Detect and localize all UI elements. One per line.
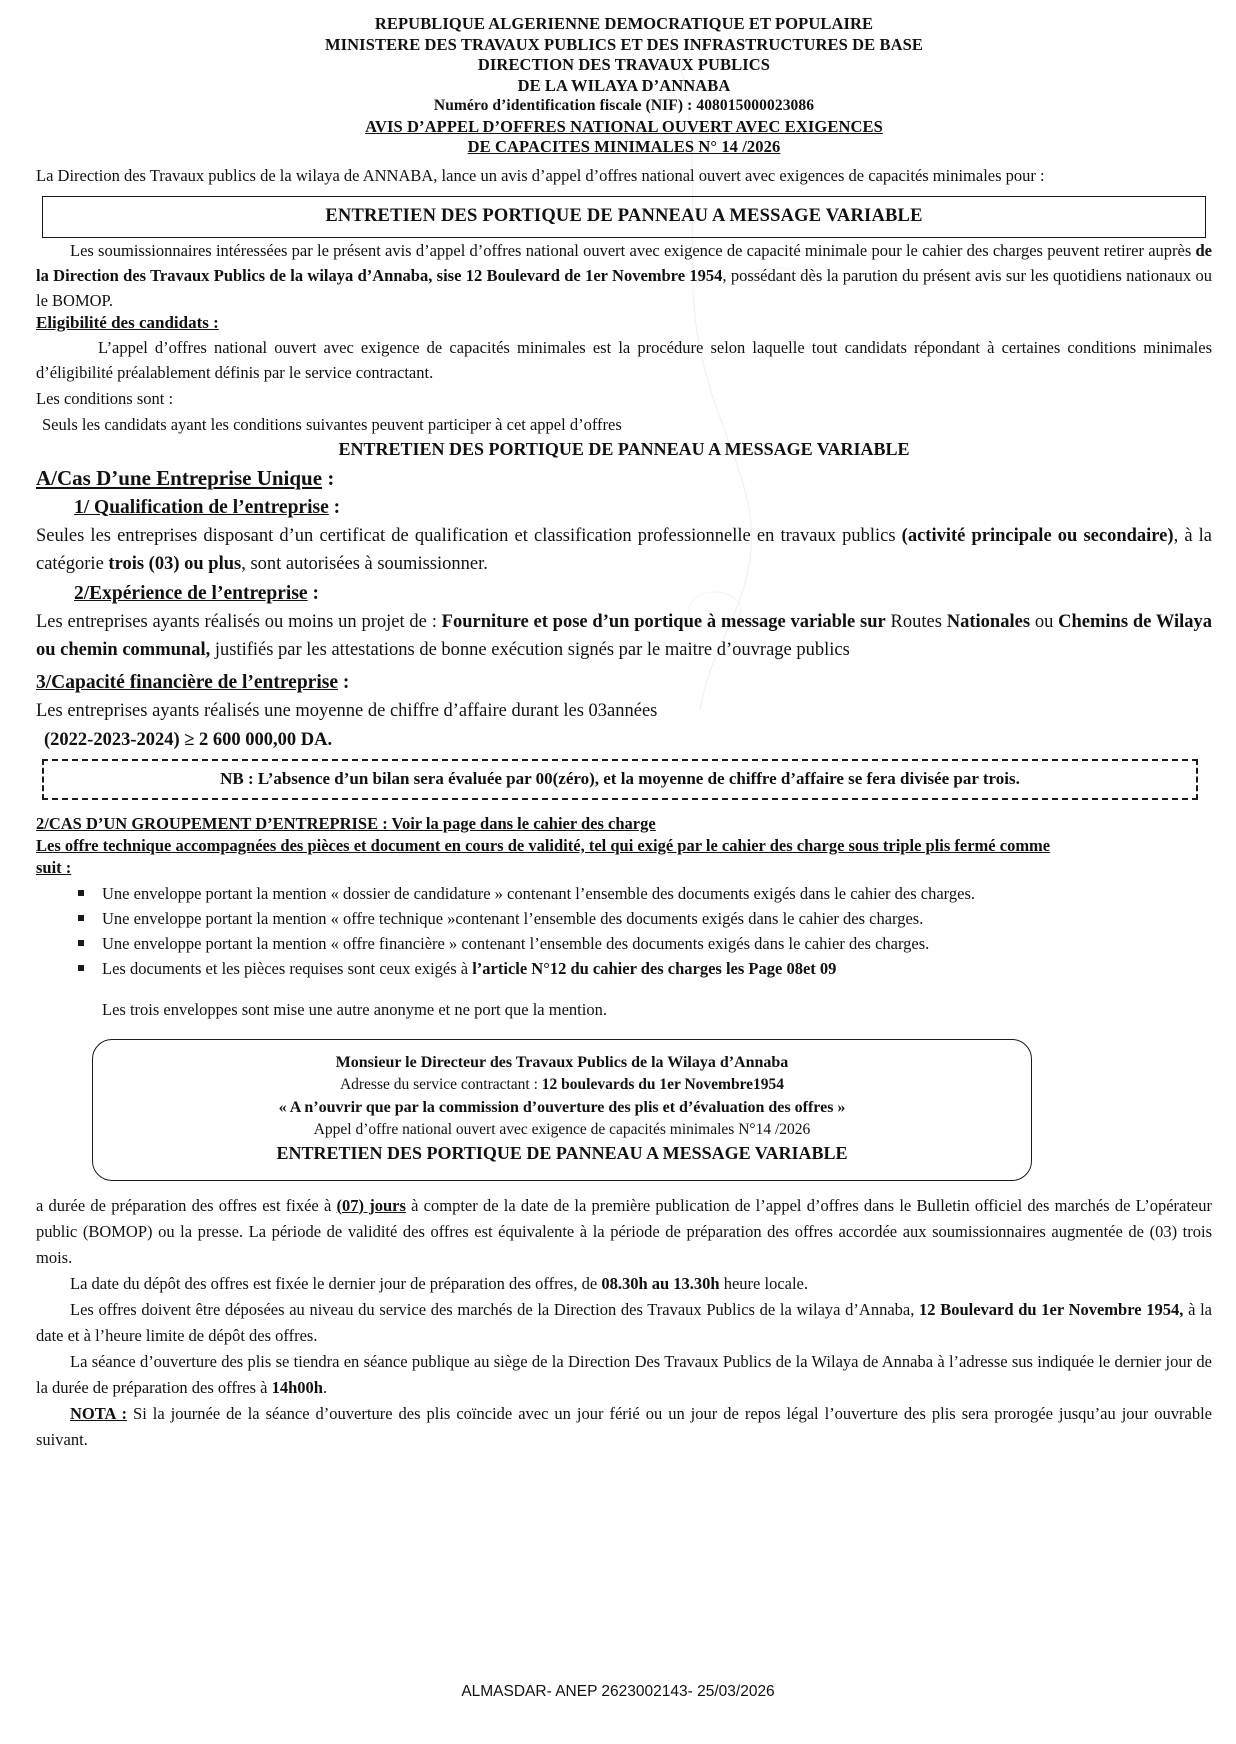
experience-heading-text: 2/Expérience de l’entreprise — [74, 582, 308, 604]
qualification-heading-colon: : — [328, 496, 341, 518]
qualification-text-a: Seules les entreprises disposant d’un certificat de qualification et classification professionnelle en travaux publics — [36, 525, 902, 546]
experience-heading-colon: : — [307, 582, 319, 604]
case-b-section — [36, 814, 1212, 1023]
eligibility-heading: Eligibilité des candidats : — [36, 312, 219, 332]
address-contract-line — [109, 1074, 1015, 1096]
duration-days-bold: (07) jours — [336, 1195, 406, 1215]
address-contract-bold: 12 boulevards du 1er Novembre1954 — [541, 1075, 785, 1093]
duration-text-a: a durée de préparation des offres est fixée à — [36, 1195, 337, 1215]
deposit-hours-bold: 08.30h au 13.30h — [601, 1273, 720, 1293]
experience-heading — [74, 580, 1212, 607]
place-text-a: Les offres doivent être déposées au niveau du service des marchés de la Direction des Travaux Publics de la wilaya d’Annaba, — [70, 1299, 920, 1319]
list-item-text: Une enveloppe portant la mention « offre financière » contenant l’ensemble des documents exigés dans le cahier des charges. — [102, 933, 930, 953]
bullet-square-icon — [78, 965, 84, 971]
experience-text-b: Routes — [885, 611, 947, 632]
place-text-b: à la date et à l’heure limite de dépôt des offres. — [36, 1299, 1212, 1345]
nb-note-text: NB : L’absence d’un bilan sera évaluée par 00(zéro), et la moyenne de chiffre d’affaire se fera divisée par trois. — [220, 768, 1020, 788]
retrieval-text-a: Les soumissionnaires intéressées par le présent avis d’appel d’offres national ouvert avec exigence de capacité minimale pour le cahier des charges peuvent retirer auprès — [70, 240, 1196, 260]
nota-paragraph — [36, 1401, 1212, 1453]
list-item — [76, 881, 1212, 906]
qualification-heading — [74, 494, 1212, 521]
experience-text-a: Les entreprises ayants réalisés ou moins un projet de : — [36, 611, 442, 632]
financial-amount: ≥ 2 600 000,00 DA. — [184, 729, 333, 750]
list-item-text: Une enveloppe portant la mention « dossier de candidature » contenant l’ensemble des documents exigés dans le cahier des charges. — [102, 883, 975, 903]
deposit-date-paragraph — [36, 1271, 1212, 1297]
intro-lead: La Direction des Travaux publics de la wilaya de ANNABA, lance un avis d’appel d’offres national ouvert avec exigences de capacités minimales pour : — [36, 165, 1045, 185]
bullet-square-icon — [78, 915, 84, 921]
address-project-title: ENTRETIEN DES PORTIQUE DE PANNEAU A MESSAGE VARIABLE — [276, 1142, 848, 1163]
financial-heading-text: 3/Capacité financière de l’entreprise — [36, 671, 339, 693]
place-address-bold: 12 Boulevard du 1er Novembre 1954, — [919, 1299, 1184, 1319]
case-a-heading-colon: : — [322, 465, 335, 490]
header-line-capacites: DE CAPACITES MINIMALES N° 14 /2026 — [467, 137, 781, 156]
qualification-text-c: , sont autorisées à soumissionner. — [241, 553, 488, 574]
duration-text-b: à compter de la date de la première publication de l’appel d’offres dans le Bulletin officiel des marchés de L’opérateur public (BOMOP) ou la presse. La période de validité des offres est équivalente à la période de préparation des offres accordée aux soumissionnaires augmentée de (03) trois mois. — [36, 1195, 1212, 1267]
financial-heading — [36, 669, 1212, 696]
eligibility-paragraph: L’appel d’offres national ouvert avec exigence de capacités minimales est la procédure selon laquelle tout candidats répondant à certaines conditions minimales d’éligibilité préalablement définis par le service contractant. — [36, 337, 1212, 382]
experience-text-c: ou — [1030, 611, 1059, 632]
retrieval-text-b: , possédant dès la parution du présent avis sur les quotidiens nationaux ou le BOMOP. — [36, 265, 1212, 310]
financial-heading-colon: : — [338, 671, 350, 693]
retrieval-paragraph — [36, 238, 1212, 313]
nota-text: Si la journée de la séance d’ouverture des plis coïncide avec un jour férié ou un jour de repos légal l’ouverture des plis sera prorogée jusqu’au jour ouvrable suivant. — [36, 1403, 1213, 1449]
header-line-republic: REPUBLIQUE ALGERIENNE DEMOCRATIQUE ET POPULAIRE — [374, 14, 874, 33]
case-a-heading — [36, 465, 1212, 492]
nota-label: NOTA : — [70, 1403, 128, 1423]
eligibility-center-title: ENTRETIEN DES PORTIQUE DE PANNEAU A MESSAGE VARIABLE — [338, 438, 910, 459]
experience-bold-nationales: Nationales — [946, 611, 1031, 632]
only-candidates-line: Seuls les candidats ayant les conditions suivantes peuvent participer à cet appel d’offres — [42, 414, 622, 434]
conditions-label: Les conditions sont : — [36, 388, 174, 408]
page-footer — [0, 1683, 1236, 1701]
opening-text-b: . — [322, 1377, 328, 1397]
eligibility-heading-wrap — [36, 313, 1212, 333]
bullet-square-icon — [78, 890, 84, 896]
qualification-text-b: , à la catégorie — [36, 525, 1213, 574]
financial-amount-line — [44, 726, 1212, 754]
opening-session-paragraph — [36, 1349, 1212, 1401]
project-title-box — [42, 196, 1206, 238]
experience-paragraph — [36, 608, 1212, 664]
financial-years: (2022-2023-2024) — [44, 729, 185, 750]
case-b-heading: 2/CAS D’UN GROUPEMENT D’ENTREPRISE : Voir la page dans le cahier des charge — [36, 813, 656, 833]
experience-text-d: justifiés par les attestations de bonne exécution signés par le maitre d’ouvrage publics — [210, 639, 850, 660]
offers-line-1-wrap — [36, 836, 1212, 856]
qualification-bold-category: trois (03) ou plus — [108, 553, 242, 574]
list-item-bold: l’article N°12 du cahier des charges les Page 08et 09 — [472, 958, 837, 978]
header-line-nif: Numéro d’identification fiscale (NIF) : 408015000023086 — [433, 97, 815, 114]
offers-line-2: suit : — [36, 857, 72, 877]
document-body — [36, 14, 1212, 1453]
header-line-avis: AVIS D’APPEL D’OFFRES NATIONAL OUVERT AVEC EXIGENCES — [365, 116, 883, 136]
case-a-heading-text: A/Cas D’une Entreprise Unique — [36, 465, 323, 490]
address-contract-plain: Adresse du service contractant : — [339, 1075, 542, 1093]
deposit-place-paragraph — [36, 1297, 1212, 1349]
deposit-text-a: La date du dépôt des offres est fixée le dernier jour de préparation des offres, de — [70, 1273, 602, 1293]
bullet-square-icon — [78, 940, 84, 946]
qualification-paragraph — [36, 522, 1212, 578]
nb-note-box — [42, 759, 1198, 800]
address-tender-ref-line: Appel d’offre national ouvert avec exigence de capacités minimales N°14 /2026 — [313, 1120, 811, 1138]
header-line-direction: DIRECTION DES TRAVAUX PUBLICS — [477, 55, 771, 74]
header-line-wilaya: DE LA WILAYA D’ANNABA — [517, 75, 731, 95]
list-item-text: Les documents et les pièces requises sont ceux exigés à — [102, 958, 473, 978]
list-item-text: Une enveloppe portant la mention « offre technique »contenant l’ensemble des documents exigés dans le cahier des charges. — [102, 908, 924, 928]
deposit-text-b: heure locale. — [719, 1273, 808, 1293]
list-item — [76, 931, 1212, 956]
list-item — [76, 956, 1212, 981]
offers-line-2-wrap — [36, 858, 1212, 878]
retrieval-address-bold: de la Direction des Travaux Publics de la wilaya d’Annaba, sise 12 Boulevard de 1er Novembre 1954 — [36, 240, 1212, 285]
qualification-heading-text: 1/ Qualification de l’entreprise — [74, 496, 329, 518]
envelope-requirements-list — [36, 881, 1212, 981]
closing-paragraphs — [36, 1193, 1212, 1453]
project-title: ENTRETIEN DES PORTIQUE DE PANNEAU A MESSAGE VARIABLE — [325, 205, 923, 226]
envelopes-closing-line: Les trois enveloppes sont mise une autre anonyme et ne port que la mention. — [102, 1000, 607, 1019]
financial-paragraph: Les entreprises ayants réalisés une moyenne de chiffre d’affaire durant les 03années — [36, 700, 658, 721]
submission-address-box — [92, 1039, 1032, 1181]
address-open-only-line: « A n’ouvrir que par la commission d’ouverture des plis et d’évaluation des offres » — [278, 1098, 846, 1116]
qualification-bold-activity: (activité principale ou secondaire) — [901, 525, 1174, 546]
case-b-heading-wrap — [36, 814, 1212, 834]
opening-text-a: La séance d’ouverture des plis se tiendra en séance publique au siège de la Direction Des Travaux Publics de la Wilaya de Annaba à l’adresse sus indiquée le dernier jour de la durée de préparation des offres à — [36, 1351, 1212, 1397]
duration-paragraph — [36, 1193, 1212, 1271]
document-header — [36, 14, 1212, 158]
opening-time-bold: 14h00h — [271, 1377, 323, 1397]
list-item — [76, 906, 1212, 931]
address-director-line: Monsieur le Directeur des Travaux Publics de la Wilaya d’Annaba — [335, 1053, 789, 1071]
header-line-ministry: MINISTERE DES TRAVAUX PUBLICS ET DES INFRASTRUCTURES DE BASE — [324, 34, 924, 54]
offers-line-1: Les offre technique accompagnées des pièces et document en cours de validité, tel qui exigé par le cahier des charge sous triple plis fermé comme — [36, 835, 1051, 855]
footer-anep-reference: ALMASDAR- ANEP 2623002143- 25/03/2026 — [461, 1683, 775, 1700]
experience-bold-chemins: Chemins de Wilaya ou chemin communal, — [36, 611, 1213, 660]
experience-bold-supply: Fourniture et pose d’un portique à message variable sur — [441, 611, 886, 632]
eligibility-section — [36, 313, 1212, 460]
